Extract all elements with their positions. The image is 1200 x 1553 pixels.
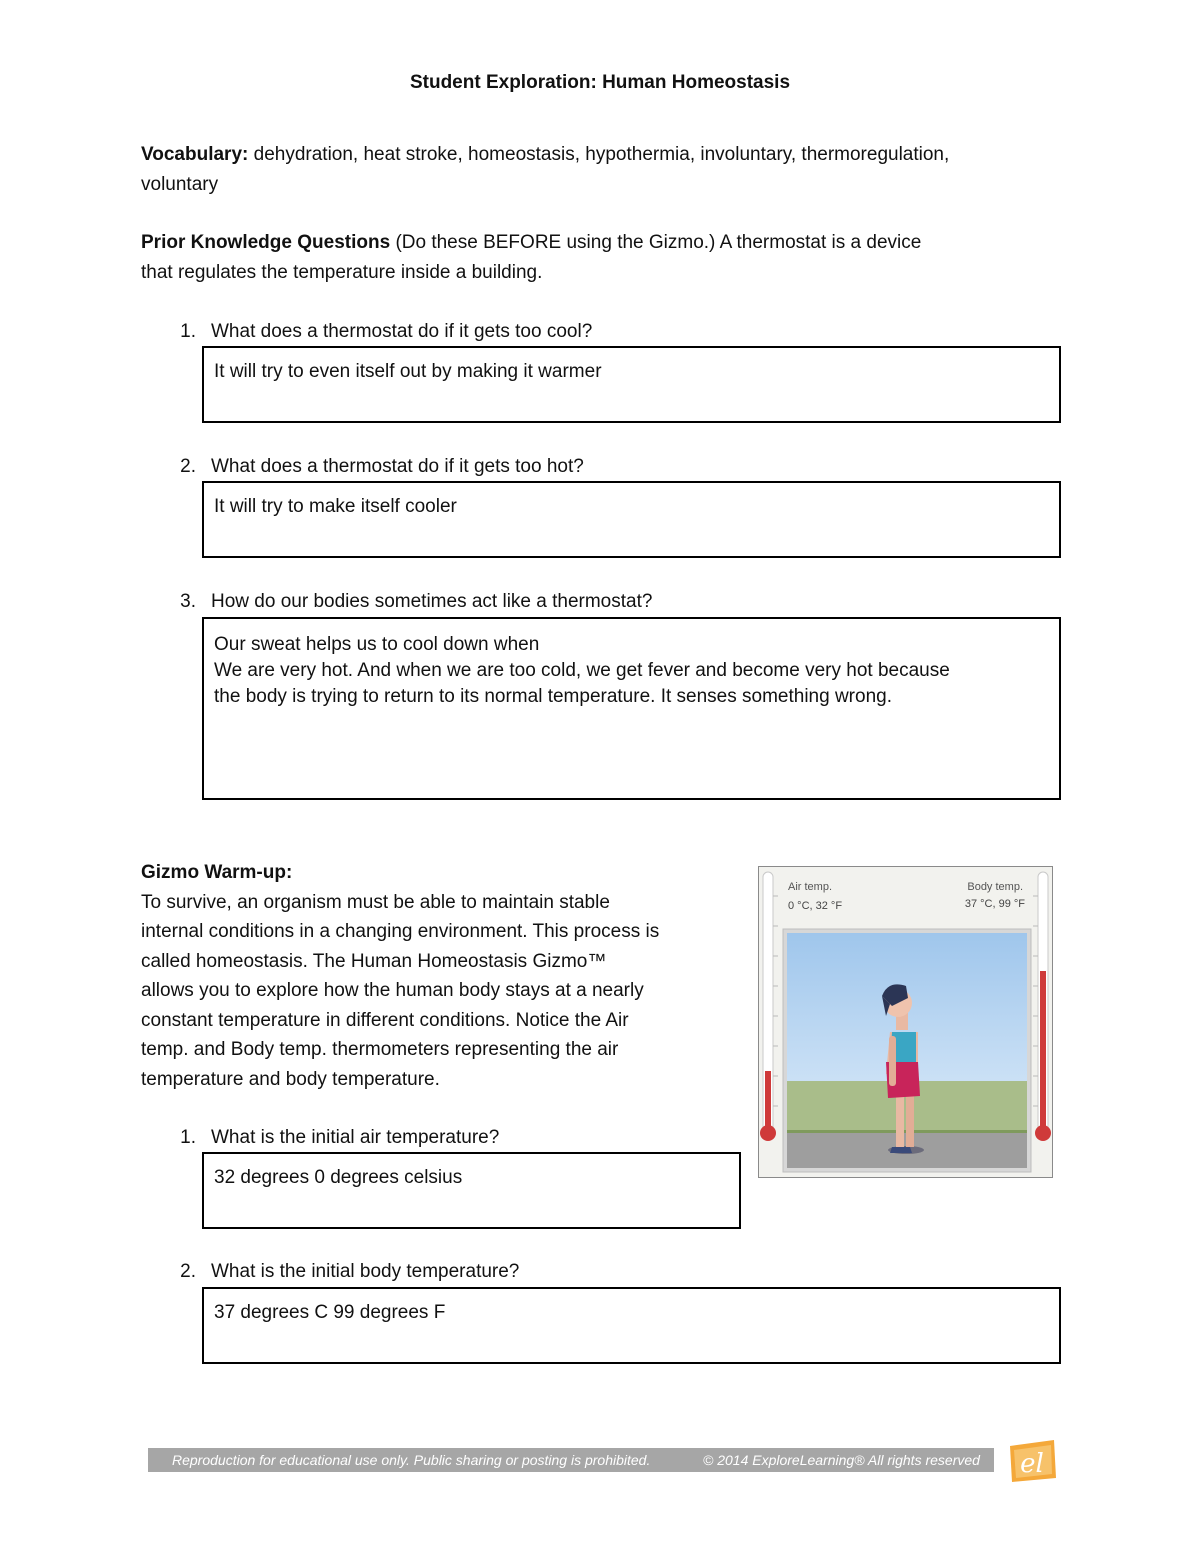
vocabulary-section bbox=[141, 140, 1066, 200]
page-title: Student Exploration: Human Homeostasis bbox=[409, 72, 791, 93]
warmup-text-line: allows you to explore how the human body stays at a nearly bbox=[141, 980, 644, 1001]
answer-field-prior-2[interactable]: It will try to make itself cooler bbox=[202, 481, 1061, 558]
question-text: What does a thermostat do if it gets too hot? bbox=[211, 456, 584, 477]
footer-bar bbox=[148, 1448, 994, 1472]
gizmo-screenshot bbox=[758, 866, 1053, 1178]
warmup-text-line: called homeostasis. The Human Homeostasis Gizmo™ bbox=[141, 950, 607, 972]
question-number: 3. bbox=[180, 591, 196, 612]
body-temp-label: Body temp. bbox=[967, 881, 1023, 893]
question-text: What is the initial body temperature? bbox=[211, 1261, 520, 1282]
prior-question-2 bbox=[176, 455, 1036, 479]
footer-notice: Reproduction for educational use only. Public sharing or posting is prohibited. bbox=[172, 1452, 651, 1468]
prior-knowledge-instructions: (Do these BEFORE using the Gizmo.) A thermostat is a device bbox=[395, 232, 922, 253]
question-number: 2. bbox=[180, 1261, 196, 1282]
warmup-text-line: temperature and body temperature. bbox=[141, 1068, 440, 1090]
warmup-text-line: temp. and Body temp. thermometers representing the air bbox=[141, 1039, 619, 1060]
question-number: 2. bbox=[180, 456, 196, 477]
air-temp-value: 0 °C, 32 °F bbox=[788, 900, 843, 912]
answer-field-air-temp[interactable]: 32 degrees 0 degrees celsius bbox=[202, 1152, 741, 1229]
logo-text: el bbox=[1020, 1449, 1044, 1479]
prior-knowledge-intro bbox=[141, 228, 1066, 288]
question-number: 1. bbox=[180, 1127, 196, 1148]
answer-field-prior-3[interactable]: Our sweat helps us to cool down when We are very hot. And when we are too cold, we get fever and become very hot because the body is trying to return to its normal temperature. It senses something wrong. bbox=[202, 617, 1061, 800]
prior-knowledge-label: Prior Knowledge Questions bbox=[141, 232, 391, 253]
question-text: How do our bodies sometimes act like a thermostat? bbox=[211, 591, 653, 612]
answer-field-prior-1[interactable]: It will try to even itself out by making it warmer bbox=[202, 346, 1061, 423]
vocabulary-label: Vocabulary: bbox=[141, 144, 249, 165]
footer-copyright: © 2014 ExploreLearning® All rights reserved bbox=[703, 1452, 980, 1468]
vocabulary-terms: dehydration, heat stroke, homeostasis, hypothermia, involuntary, thermoregulation, bbox=[253, 144, 950, 165]
question-text: What is the initial air temperature? bbox=[211, 1127, 500, 1148]
prior-question-3 bbox=[176, 590, 1036, 614]
warmup-question-2 bbox=[176, 1260, 1036, 1284]
warmup-label: Gizmo Warm-up: bbox=[141, 862, 293, 883]
answer-field-body-temp[interactable]: 37 degrees C 99 degrees F bbox=[202, 1287, 1061, 1364]
body-temp-value: 37 °C, 99 °F bbox=[964, 898, 1025, 910]
warmup-section bbox=[141, 858, 751, 1094]
question-number: 1. bbox=[180, 321, 196, 342]
explorelearning-logo-icon bbox=[1004, 1436, 1060, 1492]
warmup-question-1 bbox=[176, 1126, 736, 1150]
air-temp-label: Air temp. bbox=[788, 881, 833, 893]
warmup-text-line: constant temperature in different conditions. Notice the Air bbox=[141, 1009, 629, 1031]
vocabulary-terms-continued: voluntary bbox=[141, 174, 219, 195]
prior-question-1 bbox=[176, 320, 1036, 344]
question-text: What does a thermostat do if it gets too cool? bbox=[211, 321, 593, 342]
warmup-text-line: internal conditions in a changing environment. This process is bbox=[141, 921, 660, 942]
warmup-text-line: To survive, an organism must be able to maintain stable bbox=[141, 891, 610, 913]
prior-knowledge-context: that regulates the temperature inside a building. bbox=[141, 262, 543, 283]
